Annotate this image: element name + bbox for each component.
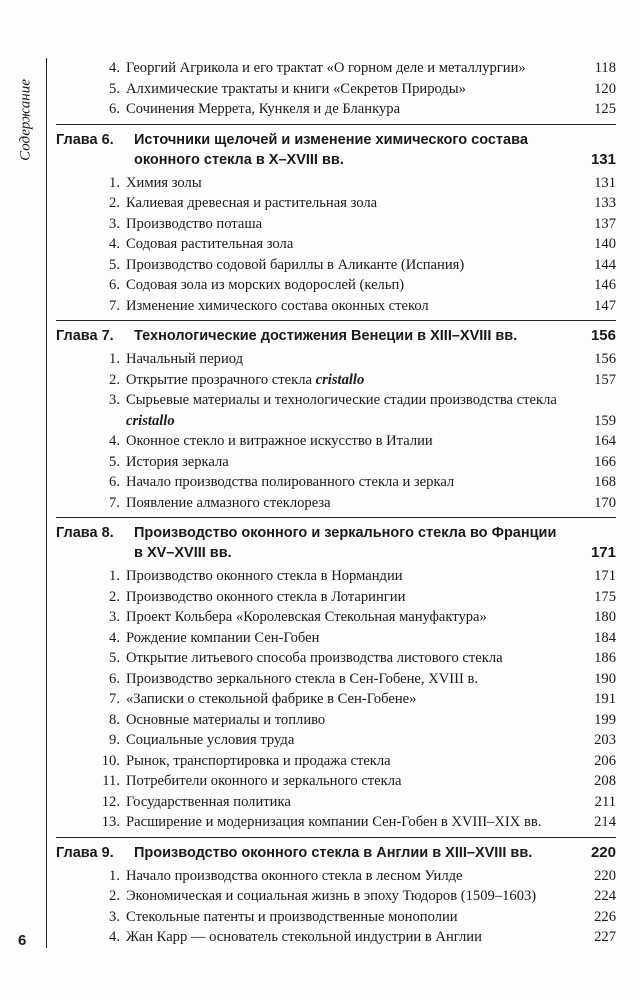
entry-title: [126, 771, 564, 792]
toc-entry: [56, 710, 616, 731]
entry-number: 1.: [109, 867, 120, 884]
toc-entry: [56, 689, 616, 710]
entry-title-text: Появление алмазного стеклореза: [126, 494, 331, 511]
entry-page-number: 164: [594, 433, 616, 449]
entry-number: 5.: [109, 256, 120, 273]
table-of-contents: [56, 58, 616, 948]
entry-title-text: Изменение химического состава оконных стекол: [126, 297, 429, 314]
entry-title: [126, 907, 564, 928]
toc-chapter: [56, 124, 616, 170]
entry-page-number: 227: [594, 929, 616, 945]
entry-title: [126, 751, 564, 772]
chapter-title: Технологические достижения Венеции в XIII–XVIII вв.: [134, 328, 518, 344]
entry-page-number: 206: [594, 752, 616, 769]
toc-entry: [56, 173, 616, 194]
entry-title: [126, 628, 564, 649]
entry-page-number: 170: [594, 494, 616, 511]
entry-number: 5.: [109, 80, 120, 97]
toc-entry: [56, 349, 616, 370]
entry-page-number: 157: [594, 371, 616, 388]
entry-title: [126, 792, 564, 813]
toc-entry: [56, 566, 616, 587]
entry-title-text: Георгий Агрикола и его трактат «О горном деле и металлургии»: [126, 60, 526, 76]
entry-title: [126, 566, 564, 587]
entry-title-text: Начало производства полированного стекла и зеркал: [126, 474, 455, 490]
entry-title: [126, 866, 564, 887]
entry-page-number: 175: [594, 588, 616, 605]
entry-number: 3.: [109, 908, 120, 925]
entry-title: [126, 214, 564, 235]
entry-number: 1.: [109, 351, 120, 367]
entry-number: 3.: [109, 215, 120, 232]
entry-title: [126, 669, 564, 690]
entry-title-text: Оконное стекло и витражное искусство в Италии: [126, 433, 433, 449]
entry-number: 4.: [109, 629, 120, 646]
entry-title: [126, 349, 564, 370]
entry-title: [126, 927, 564, 948]
entry-page-number: 203: [594, 732, 616, 748]
toc-entry: [56, 79, 616, 100]
entry-number: 4.: [109, 929, 120, 945]
entry-number: 3.: [109, 392, 120, 408]
entry-title: [126, 234, 564, 255]
entry-number: 13.: [101, 814, 120, 830]
entry-number: 6.: [109, 670, 120, 687]
entry-page-number: 168: [594, 474, 616, 490]
toc-entry: [56, 587, 616, 608]
entry-title-text: Начало производства оконного стекла в лесном Уилде: [126, 867, 463, 884]
chapter-label: Глава 8.: [56, 525, 114, 541]
entry-page-number: 120: [594, 80, 616, 97]
entry-page-number: 199: [594, 711, 616, 728]
entry-number: 7.: [109, 297, 120, 314]
entry-title: [126, 193, 564, 214]
entry-title-italic: cristallo: [126, 412, 175, 429]
entry-number: 7.: [109, 494, 120, 511]
toc-entry: [56, 812, 616, 833]
entry-number: 2.: [109, 588, 120, 605]
entry-number: 9.: [109, 732, 120, 748]
toc-entry: [56, 648, 616, 669]
chapter-page-number: 220: [590, 843, 616, 861]
toc-entry: [56, 927, 616, 948]
toc-entry: [56, 771, 616, 792]
toc-entry: [56, 214, 616, 235]
toc-entry: [56, 255, 616, 276]
entry-title-text: Социальные условия труда: [126, 732, 295, 748]
entry-page-number: 118: [594, 60, 616, 76]
entry-number: 11.: [102, 773, 120, 789]
toc-entry: [56, 886, 616, 907]
toc-entry: [56, 628, 616, 649]
entry-page-number: 125: [594, 101, 616, 117]
toc-entry: [56, 730, 616, 751]
entry-title-text: Химия золы: [126, 174, 202, 191]
toc-entry: [56, 58, 616, 79]
toc-chapter: [56, 837, 616, 863]
entry-title-text: Основные материалы и топливо: [126, 711, 326, 728]
entry-page-number: 226: [594, 908, 616, 925]
entry-page-number: 184: [594, 629, 616, 646]
entry-page-number: 159: [594, 412, 616, 429]
entry-page-number: 144: [594, 256, 616, 273]
entry-page-number: 190: [594, 670, 616, 687]
entry-page-number: 140: [594, 236, 616, 252]
entry-number: 2.: [109, 371, 120, 388]
entry-title: [126, 296, 564, 317]
chapter-title: Производство оконного стекла в Англии в XIII–XVIII вв.: [134, 844, 533, 861]
entry-number: 2.: [109, 195, 120, 211]
toc-entry: [56, 907, 616, 928]
chapter-title: Производство оконного и зеркального стекла во Франции в XV–XVIII вв.: [134, 525, 557, 561]
chapter-title: Источники щелочей и изменение химического состава оконного стекла в X–XVIII вв.: [134, 131, 528, 168]
entry-title-text: Рынок, транспортировка и продажа стекла: [126, 752, 391, 769]
entry-page-number: 131: [594, 174, 616, 191]
entry-page-number: 208: [594, 773, 616, 789]
entry-number: 4.: [109, 60, 120, 76]
toc-entry: [56, 370, 616, 391]
entry-number: 4.: [109, 433, 120, 449]
entry-title-text: Сочинения Меррета, Кункеля и де Бланкура: [126, 101, 401, 117]
entry-title-text: Производство оконного стекла в Лотарингии: [126, 588, 406, 605]
toc-entry: [56, 234, 616, 255]
entry-title: [126, 710, 564, 731]
entry-title: [126, 431, 564, 452]
entry-number: 1.: [109, 174, 120, 191]
entry-title-text: Стекольные патенты и производственные монополии: [126, 908, 458, 925]
entry-title-text: Алхимические трактаты и книги «Секретов Природы»: [126, 80, 466, 97]
toc-entry: [56, 669, 616, 690]
toc-entry: [56, 751, 616, 772]
chapter-page-number: 131: [590, 150, 616, 168]
chapter-label: Глава 6.: [56, 131, 114, 148]
entry-title: [126, 493, 564, 514]
entry-title-text: Сырьевые материалы и технологические стадии производства стекла: [126, 392, 557, 408]
entry-title-text: Производство содовой бариллы в Аликанте (Испания): [126, 256, 465, 273]
toc-entry: [56, 866, 616, 887]
entry-title-text: Рождение компании Сен-Гобен: [126, 629, 320, 646]
entry-title-text: Производство зеркального стекла в Сен-Гобене, XVIII в.: [126, 670, 479, 687]
entry-title: [126, 58, 564, 79]
entry-title-text: Содовая зола из морских водорослей (кельп): [126, 277, 405, 293]
entry-page-number: 224: [594, 888, 616, 904]
toc-entry: [56, 472, 616, 493]
toc-entry: [56, 431, 616, 452]
entry-title: [126, 390, 564, 431]
toc-entry: [56, 99, 616, 120]
entry-number: 12.: [101, 793, 120, 810]
entry-title-text: Потребители оконного и зеркального стекла: [126, 773, 402, 789]
entry-title: [126, 472, 564, 493]
entry-page-number: 146: [594, 277, 616, 293]
toc-entry: [56, 493, 616, 514]
entry-number: 8.: [109, 711, 120, 728]
entry-title: [126, 370, 564, 391]
toc-entry: [56, 275, 616, 296]
page-number: 6: [18, 932, 27, 949]
entry-title: [126, 79, 564, 100]
toc-entry: [56, 607, 616, 628]
entry-title: [126, 275, 564, 296]
entry-title-text: Проект Кольбера «Королевская Стекольная мануфактура»: [126, 609, 487, 625]
chapter-page-number: 156: [590, 327, 616, 344]
chapter-label: Глава 9.: [56, 844, 114, 861]
chapter-label: Глава 7.: [56, 328, 114, 344]
entry-title-text: Начальный период: [126, 351, 244, 367]
entry-title-text: История зеркала: [126, 453, 229, 470]
running-header-text: Содержание: [17, 79, 34, 161]
toc-chapter: [56, 517, 616, 563]
entry-title: [126, 886, 564, 907]
entry-title: [126, 99, 564, 120]
chapter-page-number: 171: [590, 544, 616, 561]
entry-number: 3.: [109, 609, 120, 625]
entry-number: 5.: [109, 650, 120, 666]
entry-number: 6.: [109, 101, 120, 117]
entry-title: [126, 587, 564, 608]
entry-page-number: 211: [594, 793, 616, 810]
entry-title-text: Государственная политика: [126, 793, 291, 810]
entry-page-number: 156: [594, 351, 616, 367]
entry-number: 5.: [109, 453, 120, 470]
entry-title: [126, 255, 564, 276]
entry-number: 6.: [109, 474, 120, 490]
toc-entry: [56, 390, 616, 431]
entry-number: 6.: [109, 277, 120, 293]
entry-page-number: 166: [594, 453, 616, 470]
entry-title: [126, 730, 564, 751]
entry-title-italic: cristallo: [315, 371, 365, 388]
entry-number: 10.: [101, 752, 120, 769]
toc-entry: [56, 792, 616, 813]
toc-entry: [56, 296, 616, 317]
entry-title: [126, 689, 564, 710]
entry-title-text: Жан Карр — основатель стекольной индустрии в Англии: [126, 929, 482, 945]
toc-entry: [56, 452, 616, 473]
toc-chapter: [56, 320, 616, 346]
entry-title-text: Открытие прозрачного стекла: [126, 371, 316, 388]
entry-title-text: Открытие литьевого способа производства листового стекла: [126, 650, 503, 666]
entry-page-number: 137: [594, 215, 616, 232]
entry-page-number: 191: [594, 691, 616, 707]
entry-page-number: 220: [594, 867, 616, 884]
entry-number: 7.: [109, 691, 120, 707]
entry-title: [126, 607, 564, 628]
entry-title-text: Расширение и модернизация компании Сен-Гобен в XVIII–XIX вв.: [126, 814, 542, 830]
entry-number: 4.: [109, 236, 120, 252]
margin-rule: [46, 58, 47, 948]
entry-number: 1.: [109, 568, 120, 584]
entry-title: [126, 648, 564, 669]
entry-title-text: Содовая растительная зола: [126, 236, 294, 252]
entry-title-text: Производство поташа: [126, 215, 263, 232]
entry-number: 2.: [109, 888, 120, 904]
entry-page-number: 171: [594, 568, 616, 584]
entry-title-text: Производство оконного стекла в Нормандии: [126, 568, 403, 584]
entry-page-number: 186: [594, 650, 616, 666]
entry-title-text: Экономическая и социальная жизнь в эпоху Тюдоров (1509–1603): [126, 888, 537, 904]
entry-title: [126, 173, 564, 194]
entry-page-number: 133: [594, 195, 616, 211]
entry-page-number: 147: [594, 297, 616, 314]
entry-title-text: Калиевая древесная и растительная зола: [126, 195, 378, 211]
entry-page-number: 180: [594, 609, 616, 625]
entry-page-number: 214: [594, 814, 616, 830]
entry-title: [126, 452, 564, 473]
toc-entry: [56, 193, 616, 214]
running-header: [8, 60, 44, 180]
entry-title: [126, 812, 564, 833]
entry-title-text: «Записки о стекольной фабрике в Сен-Гобене»: [126, 691, 417, 707]
